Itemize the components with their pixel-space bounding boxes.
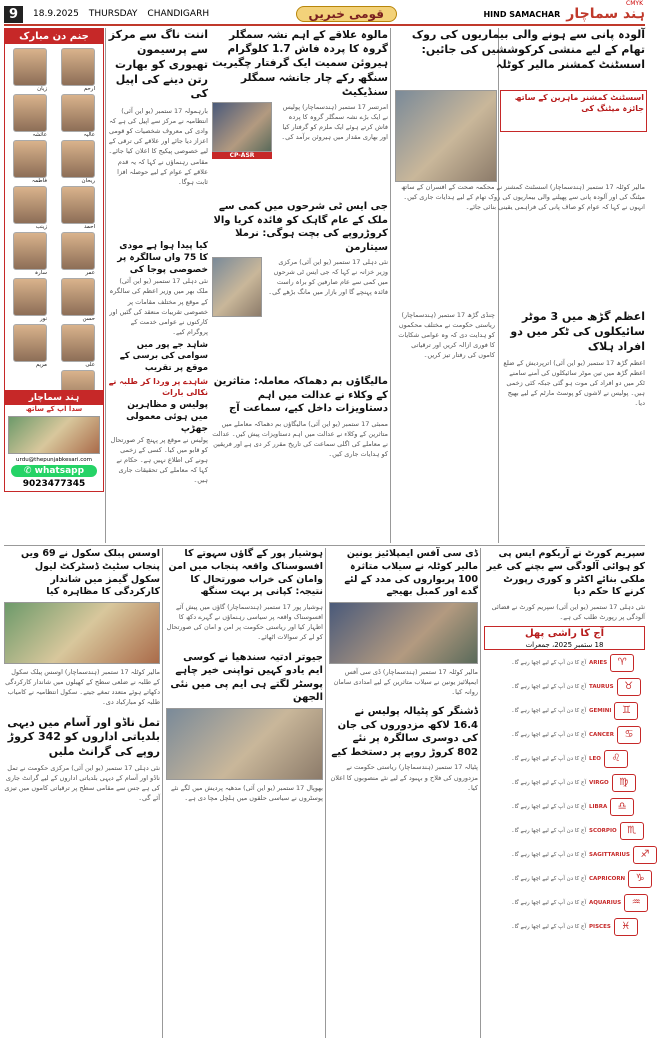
kid-name: ریحان [81, 178, 95, 184]
zodiac-scorpio [486, 822, 644, 840]
drug-bust-photo-tag: CP-ASR [212, 152, 272, 159]
zodiac-label: LIBRA [589, 803, 608, 810]
ad-tagline: سدا آپ کے ساتھ [25, 405, 83, 413]
zodiac-label: LEO [589, 755, 601, 762]
section-title: قومی خبریں [296, 6, 397, 22]
story-supreme-court: سپریم کورٹ نے آریکوم ایس پی کو ہوائی آلودگی سے بچنے کی غیر ملکی بنائے اکٹر و کوری رپورٹ کرنے کا حکم دیا نئی دہلی 17 ستمبر (یو این آئی) سپریم کورٹ نے فضائی آلودگی پر رپورٹ طلب کی ہے۔ آج کا راشی پھل 18 ستمبر 2025، جمعرات ♈ ARIES آج کا دن آپ کے لیے اچھا رہے گا۔ ♉ TAURUS آج کا دن آپ کے لیے اچھا رہے گا۔ ♊ GEMINI آج کا دن آپ کے لیے اچھا رہے گا۔ ♋ CANCER آج کا دن آپ کے لیے اچھا رہے گا۔ ♌ LEO آج کا دن آپ کے لیے اچھا رہے گا۔ ♍ VIRGO آج کا دن آپ کے لیے اچھا رہے گا۔ ♎ LIBRA آج کا دن آپ کے لیے اچھا رہے گا۔ ♏ SCORPIO آج کا دن آپ کے لیے اچھا رہے گا۔ ♐ SAGITTARIUS آج کا دن آپ کے لیے اچھا رہے گا۔ ♑ CAPRICORN آج کا دن آپ کے لیے اچھا رہے گا۔ ♒ AQUARIUS آج کا دن آپ کے لیے اچھا رہے گا۔ ♓ PISCES آج کا دن آپ کے لیے اچھا رہے گا۔ [484, 548, 645, 1038]
zodiac-icon: ♍ [612, 774, 636, 792]
malerkotla-photo [395, 90, 497, 182]
issue-date: 18.9.2025 [33, 9, 79, 19]
story-malerkotla-headline: آلودہ پانی سے ہونے والی بیماریوں کی روک تھام کے لیے منشی کرکوششیں کی جائیں: اسسٹنٹ کمشنر مالیر کوٹلہ [411, 28, 645, 71]
story-malegaon-headline: مالیگاؤں بم دھماکہ معاملہ: متاثرین کے وکلاء نے عدالت میں اہم دستاویزات داخل کیے، سماعت آج [213, 376, 388, 414]
zodiac-aries [486, 654, 634, 672]
story-gst-headline: جی ایس ٹی شرحوں میں کمی سے ملک کے عام گاہک کو فائدہ کریا والا کروڑروپے کی بچت ہوگی: نرملا سیتارمن [213, 201, 388, 253]
kid-photo [13, 48, 47, 86]
zodiac-icon: ♐ [633, 846, 657, 864]
zodiac-virgo [486, 774, 636, 792]
ad-email: urdu@thepunjabkesari.com [16, 457, 92, 463]
kid-name: نور [39, 316, 47, 322]
horoscope-date: 18 ستمبر 2025، جمعرات [525, 640, 604, 649]
story-scindia-headline: جیوتر ادتیہ سندھیا نے کوسی ایم یادو کہیں تواپنی خیر چاہے پوسٹر لگتے ہی ایم پی میں نئی الجھن [170, 651, 323, 703]
kid-name: علی [85, 362, 95, 368]
ad-brand: ہند سماچار [5, 391, 103, 405]
story-students-subhead: شاہدے پر وردا کر طلبہ نے نکالی بارات [108, 377, 208, 397]
story-drug-bust: مالوہ علاقے کے اہم نشہ سمگلر گروہ کا پردہ فاش 1.7 کلوگرام ہیروئن سمیت ایک گرفتار چگیریت سنگھ رکے چار جانشہ سمگلر سنڈیکیٹ امرتسر 17 ستمبر (ہندسماچار) پولیس نے ایک بڑے نشہ سمگلر گروہ کا پردہ فاش کرتے ہوئے ایک ملزم کو گرفتار کیا اور بھاری مقدار میں ہیروئن برآمد کی۔ CP-ASR [212, 29, 388, 159]
zodiac-text: آج کا دن آپ کے لیے اچھا رہے گا۔ [511, 827, 586, 834]
story-hoshiarpur-headline: ہوشیار پور کے گاؤں سہوتے کا افسوسناک واقعہ پنجاب میں امن وامان کی خراب صورتحال کا نتیجہ: کپانی پر بہت سنگھ [168, 548, 323, 598]
kid-name: زینب [35, 224, 47, 230]
zodiac-icon: ♎ [610, 798, 634, 816]
story-gst: جی ایس ٹی شرحوں میں کمی سے ملک کے عام گاہک کو فائدہ کریا والا کروڑروپے کی بچت ہوگی: نرملا سیتارمن نئی دہلی 17 ستمبر (یو این آئی) مرکزی وزیر خزانہ نے کہا کہ جی ایس ٹی شرحوں میں کمی سے عام صارفین کو براہ راست فائدہ پہنچے گا اور بازار میں مانگ بڑھے گی۔ [212, 200, 388, 370]
zodiac-label: GEMINI [589, 707, 612, 714]
zodiac-text: آج کا دن آپ کے لیے اچھا رہے گا۔ [511, 683, 586, 690]
zodiac-sagittarius [486, 846, 657, 864]
story-anantnag: اننت ناگ سے مرکز سے پرسیمون تھیوری کو بھارت رتن دینے کی اپیل کی بارہمولہ 17 ستمبر (یو این آئی) انتظامیہ نے مرکز سے اپیل کی ہے کہ وادی کی معروف شخصیات کو قومی اعزاز دیا جائے اور علاقے کی ترقی کے لیے خصوصی پیکیج کا اعلان کیا جائے۔ مقامی رہنماؤں نے کہا کہ یہ قدم علاقے کے عوام کے لیے حوصلہ افزا ثابت ہوگا۔ [108, 28, 208, 186]
zodiac-gemini [486, 702, 638, 720]
story-malerkotla-body: مالیر کوٹلہ 17 ستمبر (ہندسماچار) اسسٹنٹ کمشنر نے محکمہ صحت کے افسران کے ساتھ میٹنگ کی اور آلودہ پانی سے پھیلنے والی بیماریوں کی روک تھام کے لیے ہدایات جاری کیں۔ انہوں نے کہا کہ عوام کو صاف پانی کی فراہمی یقینی بنائی جائے۔ [401, 183, 645, 212]
birthday-kid [13, 48, 47, 93]
story-dc-union: ڈی سی آفس ایمپلائیز یونین مالیر کوٹلہ نے سیلاب متاثرہ 100 پریواروں کی مدد کے لئے گدے اور کمبل بھیجے مالیر کوٹلہ 17 ستمبر (ہندسماچار) ڈی سی آفس ایمپلائیز یونین نے سیلاب متاثرین کے لیے امدادی سامان روانہ کیا۔ ڈشنگر کو پٹیالہ پولیس نے 16.4 لاکھ مزدوروں کی جان کی دوسری سالگرہ پر نئے 802 کروڑ روپے پر دستخط کیے پٹیالہ 17 ستمبر (ہندسماچار) ریاستی حکومت نے مزدوروں کی فلاح و بہبود کے لیے نئے منصوبوں کا اعلان کیا۔ [330, 548, 478, 792]
cmyk-mark: CMYK [626, 0, 643, 7]
masthead [4, 4, 645, 26]
story-patiala-headline: ڈشنگر کو پٹیالہ پولیس نے 16.4 لاکھ مزدوروں کی جان کی دوسری سالگرہ پر نئے 802 کروڑ روپے پر دستخط کیے [331, 706, 478, 758]
page-number: 9 [4, 6, 23, 23]
zodiac-icon: ♓ [614, 918, 638, 936]
zodiac-label: CAPRICORN [589, 875, 626, 882]
zodiac-text: آج کا دن آپ کے لیے اچھا رہے گا۔ [511, 731, 586, 738]
zodiac-icon: ♈ [610, 654, 634, 672]
kid-name: فاطمہ [31, 178, 47, 184]
kid-name: حسن [82, 316, 95, 322]
ad-phone: 9023477345 [22, 479, 86, 489]
birthday-kid [61, 186, 95, 231]
kid-photo [13, 94, 47, 132]
story-grant-headline: تمل ناڈو اور آسام میں دیہی بلدیاتی اداروں کو 342 کروڑ روپے کی گرانٹ ملیں [7, 715, 160, 759]
birthday-kid [13, 94, 47, 139]
story-dc-union-headline: ڈی سی آفس ایمپلائیز یونین مالیر کوٹلہ نے سیلاب متاثرہ 100 پریواروں کی مدد کے لئے گدے اور کمبل بھیجے [344, 548, 478, 598]
birthday-kid [13, 140, 47, 185]
zodiac-icon: ♉ [617, 678, 641, 696]
zodiac-label: SAGITTARIUS [589, 851, 630, 858]
masthead-left [4, 6, 209, 23]
ad-photo [8, 416, 100, 454]
story-anantnag-headline: اننت ناگ سے مرکز سے پرسیمون تھیوری کو بھارت رتن دینے کی اپیل کی [108, 28, 208, 101]
kid-photo [13, 232, 47, 270]
kid-photo [13, 186, 47, 224]
birthday-kid [13, 324, 47, 369]
zodiac-text: آج کا دن آپ کے لیے اچھا رہے گا۔ [511, 923, 586, 930]
birthday-kid [61, 94, 95, 139]
kid-photo [13, 324, 47, 362]
zodiac-text: آج کا دن آپ کے لیے اچھا رہے گا۔ [511, 803, 586, 810]
zodiac-capricorn [486, 870, 652, 888]
zodiac-label: SCORPIO [589, 827, 617, 834]
zodiac-leo [486, 750, 628, 768]
story-pooja: کیا پیدا ہوا ہے مودی کا 75 واں سالگرہ پر خصوصی پوجا کی نئی دہلی 17 ستمبر (یو این آئی) ملک بھر میں وزیر اعظم کی سالگرہ کے موقع پر مختلف مقامات پر خصوصی تقریبات منعقد کی گئیں اور کارکنوں نے عوامی خدمت کے پروگرام کیے۔ شاہد جے پور میں سوامی کی برسی کے موقع پر تقریب شاہدے پر وردا کر طلبہ نے نکالی بارات پولیس و مظاہرین میں ہوئی معمولی جھڑپ پولیس نے موقع پر پہنچ کر صورتحال کو قابو میں کیا۔ کسی کے زخمی ہونے کی اطلاع نہیں ہے۔ حکام نے کہا کہ معاملے کی تحقیقات جاری ہیں۔ [108, 241, 208, 485]
zodiac-pisces [486, 918, 638, 936]
kid-photo [13, 278, 47, 316]
kid-name: عمر [85, 270, 95, 276]
zodiac-label: AQUARIUS [589, 899, 622, 906]
story-supreme-court-headline: سپریم کورٹ نے آریکوم ایس پی کو ہوائی آلودگی سے بچنے کی غیر ملکی بنائے اکٹر و کوری رپورٹ کرنے کا حکم دیا [486, 548, 645, 598]
zodiac-libra [486, 798, 634, 816]
kid-photo [61, 232, 95, 270]
kid-photo [61, 48, 95, 86]
story-clash-headline: پولیس و مظاہرین میں ہوئی معمولی جھڑپ [126, 399, 208, 435]
kid-name: عائشہ [32, 132, 47, 138]
kid-name: ارحم [83, 86, 95, 92]
zodiac-text: آج کا دن آپ کے لیے اچھا رہے گا۔ [511, 707, 586, 714]
zodiac-taurus [486, 678, 641, 696]
birthday-kid [61, 232, 95, 277]
birthday-kid [61, 278, 95, 323]
malerkotla-callout [500, 90, 647, 132]
kid-photo [61, 186, 95, 224]
story-pooja-headline: کیا پیدا ہوا ہے مودی کا 75 واں سالگرہ پر خصوصی پوجا کی [117, 241, 208, 276]
drug-bust-photo [212, 102, 272, 152]
zodiac-label: ARIES [589, 659, 608, 666]
horoscope-box [484, 626, 645, 650]
kid-name: سارہ [34, 270, 47, 276]
zodiac-text: آج کا دن آپ کے لیے اچھا رہے گا۔ [511, 875, 586, 882]
kid-photo [61, 324, 95, 362]
story-malerkotla [395, 28, 645, 88]
story-drug-bust-headline: مالوہ علاقے کے اہم نشہ سمگلر گروہ کا پردہ فاش 1.7 کلوگرام ہیروئن سمیت ایک گرفتار چگیریت سنگھ رکے چار جانشہ سمگلر سنڈیکیٹ [212, 29, 388, 98]
kid-photo [61, 94, 95, 132]
story-oasis-headline: اوسس پبلک سکول نے 69 ویں پنجاب سٹیٹ ڈسٹرکٹ لیول سکول گیمز میں شاندار کارکردگی کا مظاہرہ کیا [21, 548, 160, 598]
issue-day: THURSDAY [88, 9, 138, 19]
zodiac-icon: ♏ [620, 822, 644, 840]
whatsapp-icon: ✆ [23, 466, 35, 476]
zodiac-icon: ♌ [604, 750, 628, 768]
zodiac-label: VIRGO [589, 779, 609, 786]
kid-photo [13, 140, 47, 178]
kid-photo [61, 278, 95, 316]
newspaper-ad [4, 390, 104, 492]
zodiac-label: CANCER [589, 731, 614, 738]
zodiac-cancer [486, 726, 641, 744]
zodiac-text: آج کا دن آپ کے لیے اچھا رہے گا۔ [511, 779, 586, 786]
kid-name: زیان [37, 86, 47, 92]
zodiac-aquarius [486, 894, 648, 912]
scindia-poster-photo [166, 708, 323, 780]
zodiac-text: آج کا دن آپ کے لیے اچھا رہے گا۔ [511, 659, 586, 666]
kid-name: عالیہ [83, 132, 95, 138]
kid-name: مریم [35, 362, 47, 368]
masthead-right [483, 6, 645, 22]
story-azamgarh-headline: اعظم گڑھ میں 3 موٹر سائیکلوں کی ٹکر میں دو افراد ہلاک [510, 310, 645, 353]
birthday-kid [13, 278, 47, 323]
birthday-kid [13, 186, 47, 231]
horoscope-title: آج کا راشی پھل [524, 628, 605, 640]
zodiac-icon: ♋ [617, 726, 641, 744]
kid-name: احمد [84, 224, 95, 230]
brand-logo: ہند سماچار [566, 6, 645, 22]
zodiac-text: آج کا دن آپ کے لیے اچھا رہے گا۔ [511, 899, 586, 906]
birthday-box [4, 28, 104, 430]
oasis-school-photo [4, 602, 160, 664]
birthday-kid [61, 48, 95, 93]
zodiac-icon: ♑ [628, 870, 652, 888]
story-azamgarh: اعظم گڑھ میں 3 موٹر سائیکلوں کی ٹکر میں دو افراد ہلاک اعظم گڑھ 17 ستمبر (یو این آئی) اترپردیش کے ضلع اعظم گڑھ میں تین موٹر سائیکلوں کی آمنے سامنے ٹکر میں دو افراد کی موت ہو گئی جبکہ کئی زخمی ہیں۔ پولیس نے لاشوں کو پوسٹ مارٹم کے لیے بھیج دیا۔ [500, 310, 645, 543]
zodiac-label: TAURUS [589, 683, 614, 690]
story-malegaon: مالیگاؤں بم دھماکہ معاملہ: متاثرین کے وکلاء نے عدالت میں اہم دستاویزات داخل کیے، سماعت آج ممبئی 17 ستمبر (یو این آئی) مالیگاؤں بم دھماکہ معاملے میں متاثرین کے وکلاء نے عدالت میں اہم دستاویزات پیش کیں۔ عدالت نے معاملے کی اگلی سماعت کی تاریخ مقرر کر دی ہے اور فریقین کو ہدایات جاری کیں۔ [212, 376, 388, 458]
zodiac-icon: ♊ [614, 702, 638, 720]
dc-union-photo [329, 602, 478, 664]
whatsapp-badge [11, 465, 97, 477]
birthday-kid [61, 140, 95, 185]
story-anniversary-headline: شاہد جے پور میں سوامی کی برسی کے موقع پر تقریب [119, 339, 208, 373]
birthday-kid [61, 324, 95, 369]
zodiac-icon: ♒ [624, 894, 648, 912]
story-hoshiarpur: ہوشیار پور کے گاؤں سہوتے کا افسوسناک واقعہ پنجاب میں امن وامان کی خراب صورتحال کا نتیجہ: کپانی پر بہت سنگھ ہوشیار پور 17 ستمبر (ہندسماچار) گاؤں میں پیش آئے افسوسناک واقعہ پر سیاسی رہنماؤں نے گہرے دکھ کا اظہار کیا اور ریاستی حکومت پر امن و امان کی صورتحال کو لے کر سوالات اٹھائے۔ جیوتر ادتیہ سندھیا نے کوسی ایم یادو کہیں تواپنی خیر چاہے پوسٹر لگتے ہی ایم پی میں نئی الجھن بھوپال 17 ستمبر (یو این آئی) مدھیہ پردیش میں لگے نئے پوسٹروں نے سیاسی حلقوں میں ہلچل مچا دی ہے۔ [166, 548, 323, 802]
zodiac-text: آج کا دن آپ کے لیے اچھا رہے گا۔ [511, 755, 586, 762]
whatsapp-label: whatsapp [34, 466, 85, 476]
birthday-title: جنم دن مبارک [5, 29, 103, 44]
malerkotla-callout-text: اسسٹنٹ کمشنر ماہرین کے ساتھ جائزہ میٹنگ کی [514, 93, 644, 113]
zodiac-text: آج کا دن آپ کے لیے اچھا رہے گا۔ [511, 851, 586, 858]
kid-photo [61, 140, 95, 178]
finance-minister-photo [212, 257, 262, 317]
birthday-kid [13, 232, 47, 277]
issue-city: CHANDIGARH [147, 9, 210, 19]
brand-latin: HIND SAMACHAR [483, 9, 561, 19]
story-oasis-school: اوسس پبلک سکول نے 69 ویں پنجاب سٹیٹ ڈسٹرکٹ لیول سکول گیمز میں شاندار کارکردگی کا مظاہرہ کیا مالیر کوٹلہ 17 ستمبر (ہندسماچار) اوسس پبلک سکول کے طلبہ نے ضلعی سطح کے کھیلوں میں شاندار کارکردگی دکھاتے ہوئے متعدد تمغے جیتے۔ سکول انتظامیہ نے کامیاب طلبہ کو مبارکباد دی۔ تمل ناڈو اور آسام میں دیہی بلدیاتی اداروں کو 342 کروڑ روپے کی گرانٹ ملیں نئی دہلی 17 ستمبر (یو این آئی) مرکزی حکومت نے تمل ناڈو اور آسام کے دیہی بلدیاتی اداروں کے لیے گرانٹ جاری کی ہے جس سے مقامی سطح پر ترقیاتی کاموں میں تیزی آئے گی۔ [4, 548, 160, 803]
story-misc: چنڈی گڑھ 17 ستمبر (ہندسماچار) ریاستی حکومت نے مختلف محکموں کو ہدایت دی کہ وہ عوامی شکایات کا فوری ازالہ کریں اور ترقیاتی کاموں کی رفتار تیز کریں۔ [398, 311, 495, 360]
zodiac-label: PISCES [589, 923, 611, 930]
